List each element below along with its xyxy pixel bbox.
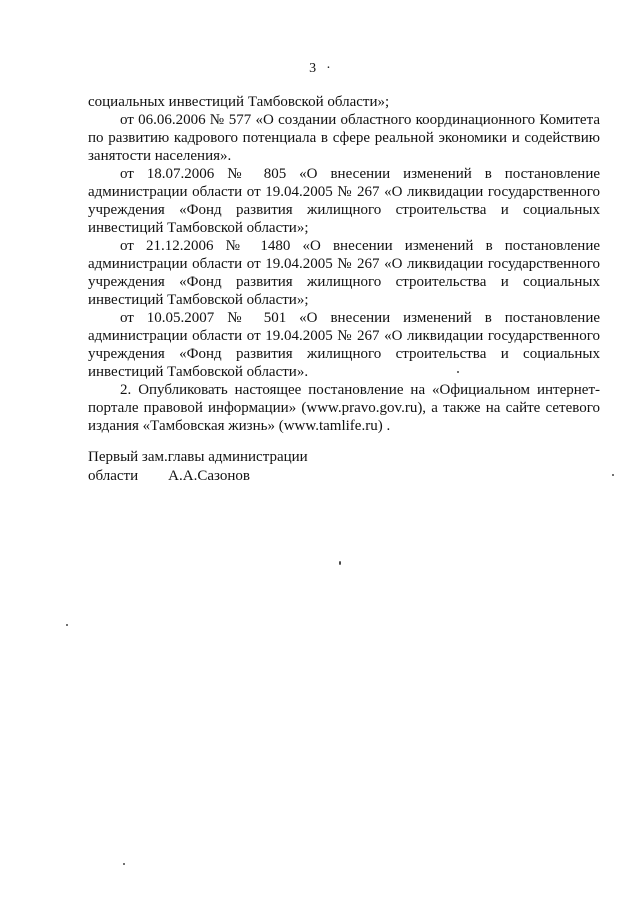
scan-speck — [612, 474, 614, 476]
scan-speck — [457, 371, 459, 373]
paragraph-continuation: социальных инвестиций Тамбовской области»; — [88, 94, 390, 110]
paragraph-resolution-577: от 06.06.2006 № 577 «О создании областного координационного Комитета по развитию кадрового потенциала в сфере реальной экономики и содействию занятости населения». — [88, 112, 600, 164]
paragraph-resolution-805: от 18.07.2006 № 805 «О внесении изменений в постановление администрации области от 19.04.2005 № 267 «О ликвидации государственного учреждения «Фонд развития жилищного строительства и социальных инвестиций Тамбовской области»; — [88, 166, 600, 236]
signatory-name: А.А.Сазонов — [168, 468, 250, 484]
paragraph-resolution-501: от 10.05.2007 № 501 «О внесении изменений в постановление администрации области от 19.04.2005 № 267 «О ликвидации государственного учреждения «Фонд развития жилищного строительства и социальных инвестиций Тамбовской области». — [88, 310, 600, 380]
scan-speck — [123, 863, 125, 865]
document-body — [88, 93, 600, 435]
signature-block — [88, 448, 308, 486]
signatory-line — [88, 467, 308, 486]
signatory-region: области — [88, 468, 139, 484]
paragraph-publication-clause: 2. Опубликовать настоящее постановление на «Официальном интернет-портале правовой информации» (www.pravo.gov.ru), а также на сайте сетевого издания «Тамбовская жизнь» (www.tamlife.ru) . — [88, 382, 600, 434]
page-number-value: 3 — [309, 61, 317, 76]
signatory-position: Первый зам.главы администрации — [88, 449, 308, 465]
paragraph-resolution-1480: от 21.12.2006 № 1480 «О внесении изменений в постановление администрации области от 19.04.2005 № 267 «О ликвидации государственного учреждения «Фонд развития жилищного строительства и социальных инвестиций Тамбовской области»; — [88, 238, 600, 308]
page-number-mark: · — [326, 61, 331, 76]
page-number — [0, 60, 640, 78]
scan-speck — [66, 624, 68, 626]
scan-speck — [339, 561, 341, 565]
